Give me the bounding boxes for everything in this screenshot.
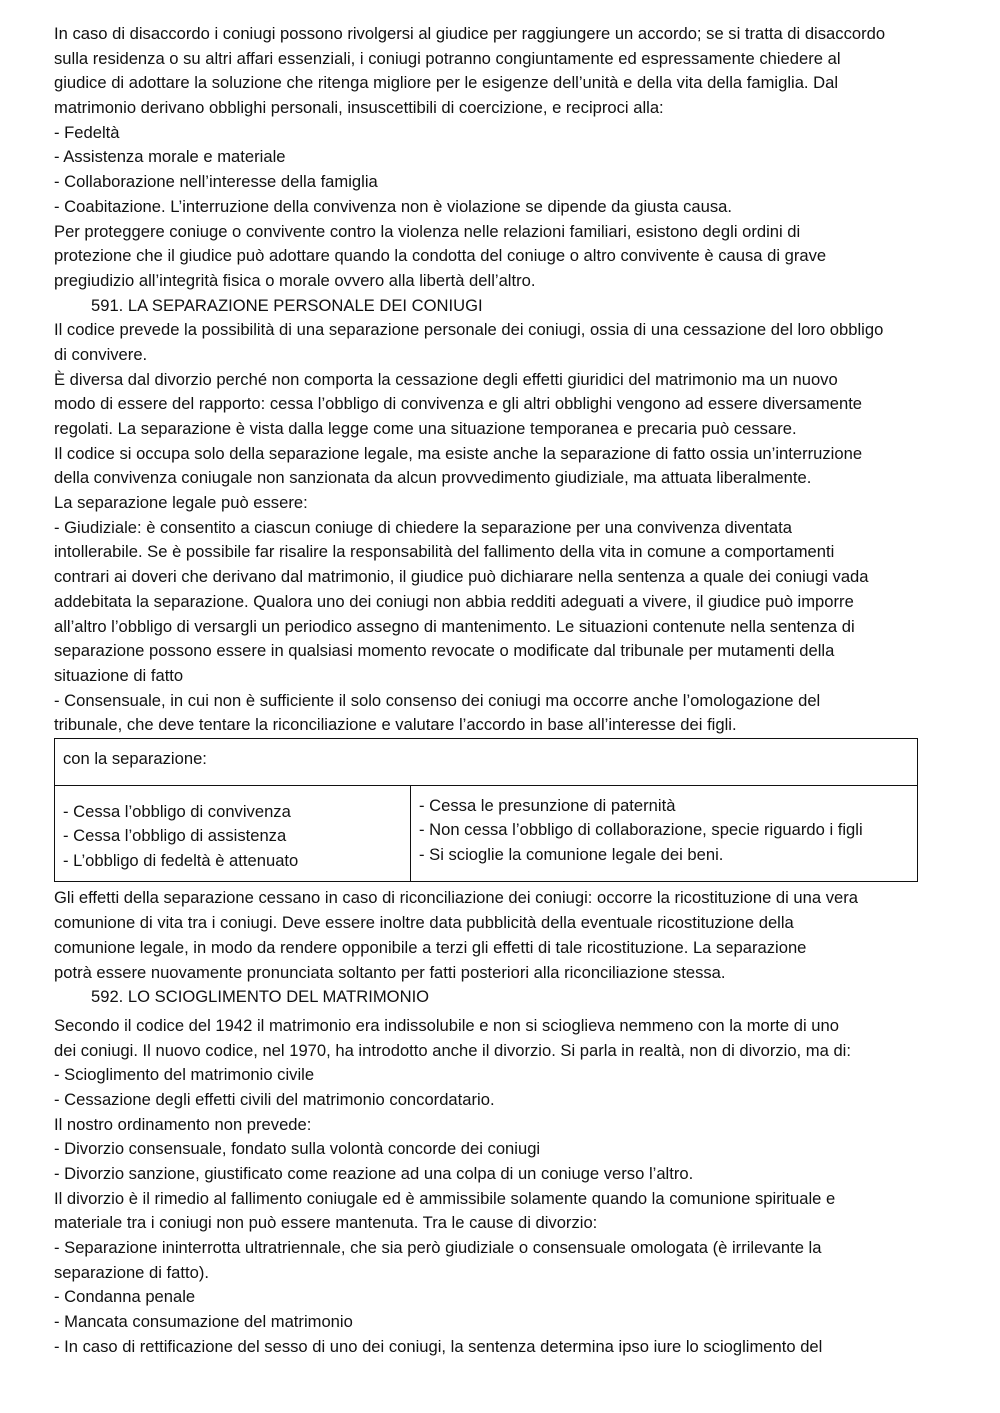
list-item: - Giudiziale: è consentito a ciascun coniuge di chiedere la separazione per una convivenza diventata xyxy=(54,517,792,537)
text-line: intollerabile. Se è possibile far risalire la responsabilità del fallimento della vita in comune a comportamenti xyxy=(54,542,835,562)
text-line: separazione possono essere in qualsiasi momento revocate o modificate dal tribunale per mutamenti della xyxy=(54,641,835,661)
list-item: - Separazione ininterrotta ultratriennale, che sia però giudiziale o consensuale omologata (è irrilevante la xyxy=(54,1238,822,1258)
text-line: La separazione legale può essere: xyxy=(54,493,308,513)
text-line: materiale tra i coniugi non può essere mantenuta. Tra le cause di divorzio: xyxy=(54,1213,598,1233)
text-line: comunione di vita tra i coniugi. Deve essere inoltre data pubblicità della eventuale ricostituzione della xyxy=(54,913,794,933)
list-item: - Mancata consumazione del matrimonio xyxy=(54,1312,353,1332)
list-item: - L’obbligo di fedeltà è attenuato xyxy=(63,850,299,870)
text-line: Il codice prevede la possibilità di una separazione personale dei coniugi, ossia di una cessazione del loro obbligo xyxy=(54,320,884,340)
text-line: dei coniugi. Il nuovo codice, nel 1970, ha introdotto anche il divorzio. Si parla in realtà, non di divorzio, ma di: xyxy=(54,1040,851,1060)
list-item: - In caso di rettificazione del sesso di uno dei coniugi, la sentenza determina ipso iure lo scioglimento del xyxy=(54,1336,823,1356)
text-line: Il nostro ordinamento non prevede: xyxy=(54,1114,312,1134)
text-line: matrimonio derivano obblighi personali, insuscettibili di coercizione, e reciproci alla: xyxy=(54,98,664,118)
text-line: tribunale, che deve tentare la riconciliazione e valutare l’accordo in base all’interesse dei figli. xyxy=(54,715,737,735)
list-item: - Collaborazione nell’interesse della famiglia xyxy=(54,172,378,192)
text-line: È diversa dal divorzio perché non comporta la cessazione degli effetti giuridici del matrimonio ma un nuovo xyxy=(54,369,838,389)
text-line: addebitata la separazione. Qualora uno dei coniugi non abbia redditi adeguati a vivere, il giudice può imporre xyxy=(54,591,854,611)
text-line: Il divorzio è il rimedio al fallimento coniugale ed è ammissibile solamente quando la comunione spirituale e xyxy=(54,1188,836,1208)
document-page xyxy=(54,22,974,1360)
section-heading-591: 591. LA SEPARAZIONE PERSONALE DEI CONIUGI xyxy=(91,295,483,315)
text-line: situazione di fatto xyxy=(54,665,184,685)
text-line: Per proteggere coniuge o convivente contro la violenza nelle relazioni familiari, esistono degli ordini di xyxy=(54,221,801,241)
list-item: - Divorzio consensuale, fondato sulla volontà concorde dei coniugi xyxy=(54,1139,541,1159)
list-item: - Si scioglie la comunione legale dei beni. xyxy=(419,844,724,864)
text-line: all’altro l’obbligo di versargli un periodico assegno di mantenimento. Le situazioni contenute nella sentenza di xyxy=(54,616,855,636)
paragraph-block-obblighi xyxy=(54,22,974,294)
table-cell-left xyxy=(55,785,411,882)
text-line: Il codice si occupa solo della separazione legale, ma esiste anche la separazione di fatto ossia un’interruzione xyxy=(54,443,863,463)
table-header-label: con la separazione: xyxy=(63,748,207,768)
list-item: - Cessazione degli effetti civili del matrimonio concordatario. xyxy=(54,1089,495,1109)
text-line: comunione legale, in modo da rendere opponibile a terzi gli effetti di tale ricostituzione. La separazione xyxy=(54,937,807,957)
table-row xyxy=(55,785,918,882)
list-item: - Consensuale, in cui non è sufficiente il solo consenso dei coniugi ma occorre anche l’omologazione del xyxy=(54,690,821,710)
list-item: - Fedeltà xyxy=(54,122,120,142)
separation-effects-table xyxy=(54,738,918,883)
text-line: protezione che il giudice può adottare quando la condotta del coniuge o altro convivente è causa di grave xyxy=(54,246,827,266)
text-line: della convivenza coniugale non sanzionata da alcun provvedimento giudiziale, ma attuata liberalmente. xyxy=(54,468,812,488)
list-item: - Condanna penale xyxy=(54,1287,196,1307)
text-line: modo di essere del rapporto: cessa l’obbligo di convivenza e gli altri obblighi vengono ad essere diversamente xyxy=(54,394,863,414)
text-line: Secondo il codice del 1942 il matrimonio era indissolubile e non si scioglieva nemmeno con la morte di uno xyxy=(54,1015,839,1035)
text-line: contrari ai doveri che derivano dal matrimonio, il giudice può dichiarare nella sentenza a quale dei coniugi vada xyxy=(54,567,869,587)
list-item: - Cessa le presunzione di paternità xyxy=(419,795,676,815)
list-item: - Coabitazione. L’interruzione della convivenza non è violazione se dipende da giusta causa. xyxy=(54,196,733,216)
text-line: In caso di disaccordo i coniugi possono rivolgersi al giudice per raggiungere un accordo; se si tratta di disaccordo xyxy=(54,24,886,43)
text-line: separazione di fatto). xyxy=(54,1262,209,1282)
text-line: giudice di adottare la soluzione che ritenga migliore per le esigenze dell’unità e della vita della famiglia. Dal xyxy=(54,73,839,93)
list-item: - Cessa l’obbligo di convivenza xyxy=(63,801,291,821)
table-cell-right xyxy=(411,785,918,882)
paragraph-block-riconciliazione xyxy=(54,886,974,985)
paragraph-block-scioglimento xyxy=(54,1014,974,1360)
table-header-cell xyxy=(55,738,918,785)
section-heading-592: 592. LO SCIOGLIMENTO DEL MATRIMONIO xyxy=(91,987,430,1007)
text-line: regolati. La separazione è vista dalla legge come una situazione temporanea e precaria può cessare. xyxy=(54,419,797,438)
text-line: potrà essere nuovamente pronunciata soltanto per fatti posteriori alla riconciliazione stessa. xyxy=(54,962,726,982)
paragraph-block-separazione xyxy=(54,318,974,738)
list-item: - Scioglimento del matrimonio civile xyxy=(54,1065,315,1085)
table-header-row xyxy=(55,738,918,785)
text-line: Gli effetti della separazione cessano in caso di riconciliazione dei coniugi: occorre la ricostituzione di una vera xyxy=(54,888,859,908)
list-item: - Cessa l’obbligo di assistenza xyxy=(63,826,287,846)
list-item: - Assistenza morale e materiale xyxy=(54,147,286,167)
text-line: sulla residenza o su altri affari essenziali, i coniugi potranno congiuntamente ed espressamente chiedere al xyxy=(54,48,841,68)
text-line: di convivere. xyxy=(54,344,148,364)
list-item: - Non cessa l’obbligo di collaborazione, specie riguardo i figli xyxy=(419,820,863,840)
text-line: pregiudizio all’integrità fisica o morale ovvero alla libertà dell’altro. xyxy=(54,270,536,290)
list-item: - Divorzio sanzione, giustificato come reazione ad una colpa di un coniuge verso l’altro. xyxy=(54,1164,694,1183)
